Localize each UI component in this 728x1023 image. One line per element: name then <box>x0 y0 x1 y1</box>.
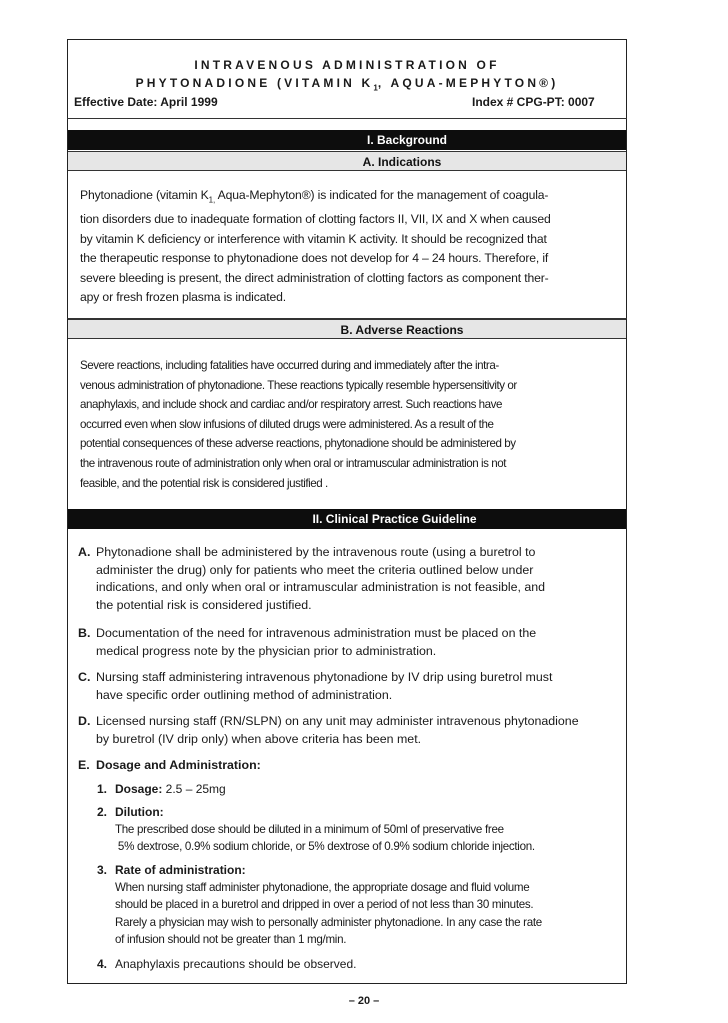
page-number: – 20 – <box>348 995 380 1007</box>
subsection-heading-adverse-reactions: B. Adverse Reactions <box>68 319 626 339</box>
section-heading-background: I. Background <box>68 130 626 150</box>
indications-paragraph: Phytonadione (vitamin $K_{1,}$ Aqua-Mephyton®) is indicated for the management of coagula- tion disorders due to inadequate formation of clotting factors II, VII, IX and X when caused by vitamin K deficiency or interference with vitamin K activity. It should be recognized that the therapeutic response to phytonadione does not develop for 4 – 24 hours. Therefore, if severe bleeding is present, the direct administration of clotting factors as component ther- apy or fresh frozen plasma is indicated. <box>80 188 551 305</box>
divider <box>67 118 627 119</box>
effective-date: Effective Date: April 1999 <box>74 95 218 109</box>
document-title-line1: INTRAVENOUS ADMINISTRATION OF <box>194 58 500 72</box>
document-title-line2: PHYTONADIONE (VITAMIN $K_1$, AQUA-MEPHYTON®) <box>135 76 559 93</box>
subsection-heading-indications: A. Indications <box>68 151 626 171</box>
index-number: Index # CPG-PT: 0007 <box>472 95 595 109</box>
section-heading-clinical-practice-guideline: II. Clinical Practice Guideline <box>68 509 626 529</box>
adverse-reactions-paragraph: Severe reactions, including fatalities have occurred during and immediately after the intra- venous administration of phytonadione. These reactions typically resemble hypersensitivity or anaphylaxis, and include shock and cardiac and/or respiratory arrest. Such reactions have occurred even when slow infusions of diluted drugs were administered. As a result of the potential consequences of these adverse reactions, phytonadione should be administered by the intravenous route of administration only when oral or intramuscular administration is not feasible, and the potential risk is considered justified . <box>80 359 517 490</box>
